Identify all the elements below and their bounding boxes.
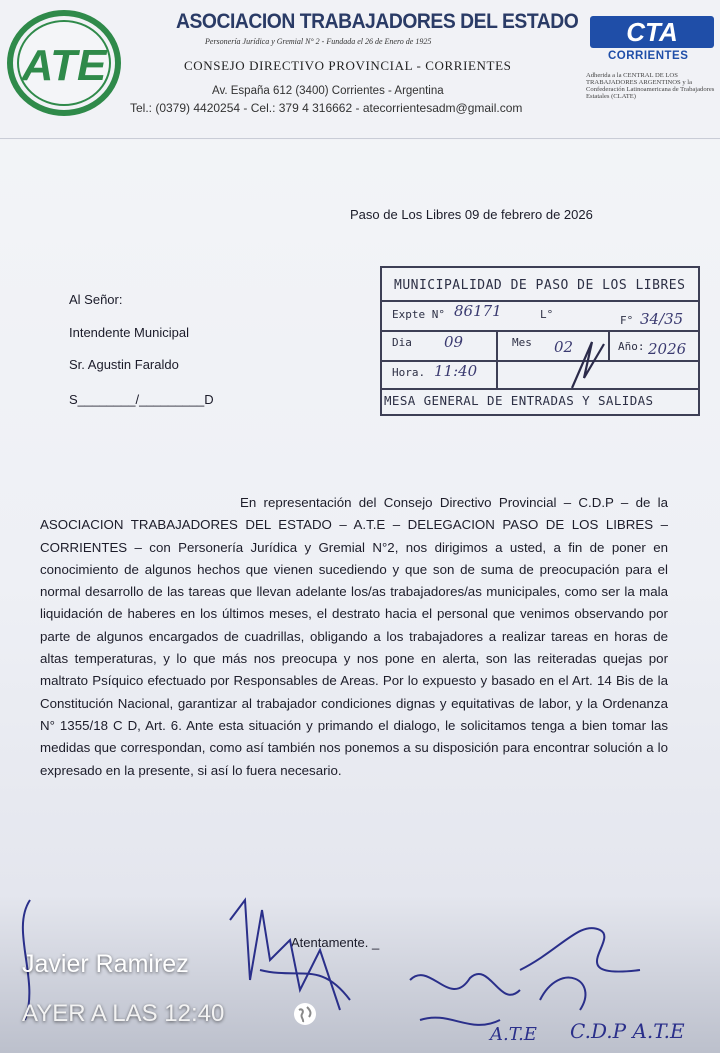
org-address: Av. España 612 (3400) Corrientes - Argentina — [212, 85, 444, 97]
org-legal-line: Personería Jurídica y Gremial N° 2 - Fundada el 26 de Enero de 1925 — [205, 37, 432, 46]
closing-line: Atentamente. _ — [291, 935, 380, 950]
cta-city: CORRIENTES — [608, 50, 689, 62]
stamp-hora-label: Hora. — [392, 366, 426, 379]
signature-2 — [410, 974, 537, 1045]
letter-body — [40, 492, 668, 782]
place-date: Paso de Los Libres 09 de febrero de 2026 — [350, 207, 593, 222]
ate-logo — [6, 8, 122, 118]
stamp-ano-value: 2026 — [648, 340, 687, 358]
recipient-title: Intendente Municipal — [69, 325, 189, 340]
stamp-title: MUNICIPALIDAD DE PASO DE LOS LIBRES — [394, 278, 686, 293]
stamp-mes-label: Mes — [512, 336, 532, 349]
stamp-expte-value: 86171 — [454, 302, 502, 320]
stamp-expte-label: Expte N° — [392, 308, 445, 321]
post-timestamp[interactable]: AYER A LAS 12:40 — [22, 1000, 225, 1027]
letterhead-divider — [0, 138, 720, 139]
reception-stamp — [380, 266, 700, 416]
cta-logo — [590, 16, 714, 48]
recipient-sd-line: S________/_________D — [69, 392, 214, 407]
stamp-footer: MESA GENERAL DE ENTRADAS Y SALIDAS — [384, 393, 654, 408]
svg-text:A.T.E: A.T.E — [490, 1024, 537, 1045]
svg-text:CTA: CTA — [626, 17, 678, 47]
org-name: ASOCIACION TRABAJADORES DEL ESTADO — [176, 10, 579, 33]
recipient-name: Sr. Agustin Faraldo — [69, 357, 179, 372]
stamp-hora-value: 11:40 — [434, 362, 478, 380]
signature-3 — [520, 928, 685, 1043]
post-author[interactable]: Javier Ramirez — [22, 950, 189, 978]
globe-icon — [292, 1001, 318, 1027]
stamp-ano-label: Año: — [618, 340, 645, 353]
stamp-dia-label: Dia — [392, 336, 412, 349]
letter-paragraph: En representación del Consejo Directivo Provincial – C.D.P – de la ASOCIACION TRABAJADORES DEL ESTADO – A.T.E – DELEGACION PASO DE LOS LIBRES – CORRIENTES – con Personería Jurídica y Gremial N°2, nos dirigimos a usted, a fin de poner en conocimiento de algunos hechos que vienen sucediendo y que son de suma de preocupación para el normal desarrollo de las tareas que llevan adelante los/as trabajadores/as municipales, como ser la mala liquidación de haberes en los últimos meses, el destrato hacia el personal que venimos observando por parte de algunos encargados de cuadrillas, obligando a los trabajadores a realizar tareas en horas de altas temperaturas, y lo que más nos preocupa y nos pone en alerta, son las reiteradas quejas por maltrato Psíquico efectuado por Responsables de Areas. Por lo expuesto y basado en el Art. 14 Bis de la Constitución Nacional, garantizar al trabajador condiciones dignas y equitativas de labor, y la Ordenanza N° 1355/18 C D, Art. 6. Ante esta situación y primando el dialogo, le solicitamos tenga a bien tomar las medidas que correspondan, como así también nos ponemos a su disposición para encontrar solución a lo expresado en la presente, si así lo fuera necesario. — [40, 495, 668, 778]
stamp-initials-mark — [562, 338, 622, 394]
stamp-l-label: L° — [540, 308, 554, 321]
stamp-dia-value: 09 — [444, 333, 464, 351]
org-contact: Tel.: (0379) 4420254 - Cel.: 379 4 316662 - atecorrientesadm@gmail.com — [130, 101, 523, 115]
org-council: CONSEJO DIRECTIVO PROVINCIAL - CORRIENTES — [184, 58, 512, 73]
svg-text:ATE: ATE — [21, 41, 107, 90]
recipient-salutation: Al Señor: — [69, 292, 123, 307]
stamp-f-value: 34/35 — [640, 310, 684, 328]
stamp-mes-value: 02 — [554, 338, 574, 356]
cta-adhered-note: Adherida a la CENTRAL DE LOS TRABAJADORES ARGENTINOS y la Confederación Latinoamericana de Trabajadores Estatales (CLATE) — [586, 72, 715, 100]
svg-text:C.D.P A.T.E: C.D.P A.T.E — [570, 1019, 685, 1043]
stamp-f-label: F° — [620, 314, 634, 327]
